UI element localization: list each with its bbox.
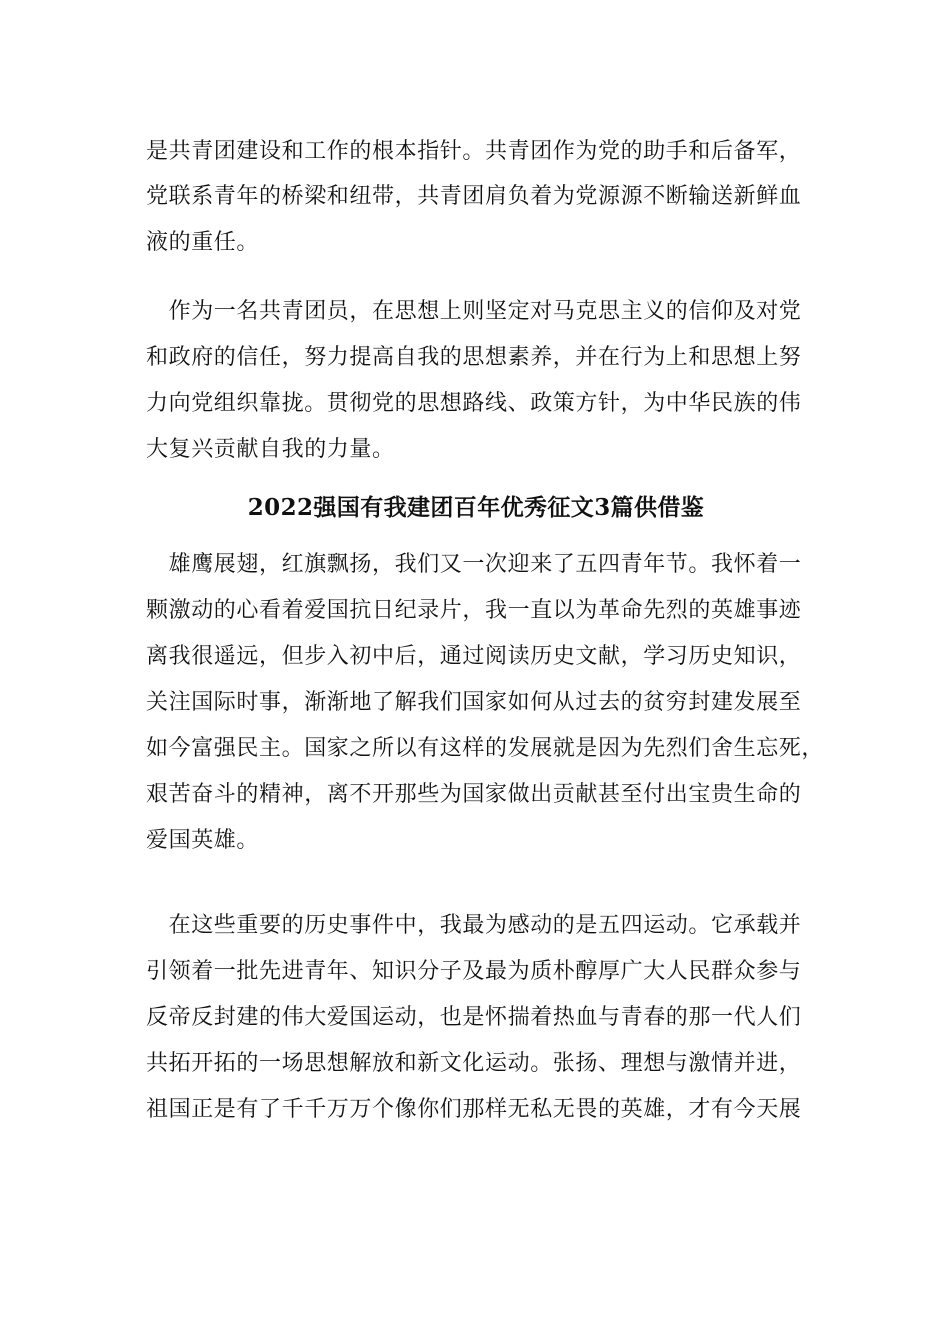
text-line: 如今富强民主。国家之所以有这样的发展就是因为先烈们舍生忘死， [146, 736, 825, 761]
text-line: 爱国英雄。 [146, 828, 260, 853]
text-line: 祖国正是有了千千万万个像你们那样无私无畏的英雄，才有今天展 [146, 1097, 802, 1122]
text-line: 和政府的信任，努力提高自我的思想素养，并在行为上和思想上努 [146, 345, 802, 370]
section-heading: 2022强国有我建团百年优秀征文3篇供借鉴 [247, 494, 705, 521]
text-line: 大复兴贡献自我的力量。 [146, 437, 395, 462]
text-line: 关注国际时事，渐渐地了解我们国家如何从过去的贫穷封建发展至 [146, 690, 802, 715]
text-line: 共拓开拓的一场思想解放和新文化运动。张扬、理想与激情并进， [146, 1051, 802, 1076]
text-line: 作为一名共青团员，在思想上则坚定对马克思主义的信仰及对党 [146, 299, 802, 324]
text-line: 液的重任。 [146, 230, 260, 255]
text-line: 雄鹰展翅，红旗飘扬，我们又一次迎来了五四青年节。我怀着一 [146, 552, 802, 577]
text-line: 引领着一批先进青年、知识分子及最为质朴醇厚广大人民群众参与 [146, 959, 802, 984]
text-line: 是共青团建设和工作的根本指针。共青团作为党的助手和后备军， [146, 139, 802, 164]
text-line: 艰苦奋斗的精神，离不开那些为国家做出贡献甚至付出宝贵生命的 [146, 782, 802, 807]
text-line: 党联系青年的桥梁和纽带，共青团肩负着为党源源不断输送新鲜血 [146, 184, 802, 209]
text-line: 离我很遥远，但步入初中后，通过阅读历史文献，学习历史知识， [146, 644, 802, 669]
text-line: 颗激动的心看着爱国抗日纪录片，我一直以为革命先烈的英雄事迹 [146, 598, 802, 623]
text-line: 力向党组织靠拢。贯彻党的思想路线、政策方针，为中华民族的伟 [146, 391, 802, 416]
text-line: 反帝反封建的伟大爱国运动，也是怀揣着热血与青春的那一代人们 [146, 1005, 802, 1030]
text-line: 在这些重要的历史事件中，我最为感动的是五四运动。它承载并 [146, 913, 802, 938]
